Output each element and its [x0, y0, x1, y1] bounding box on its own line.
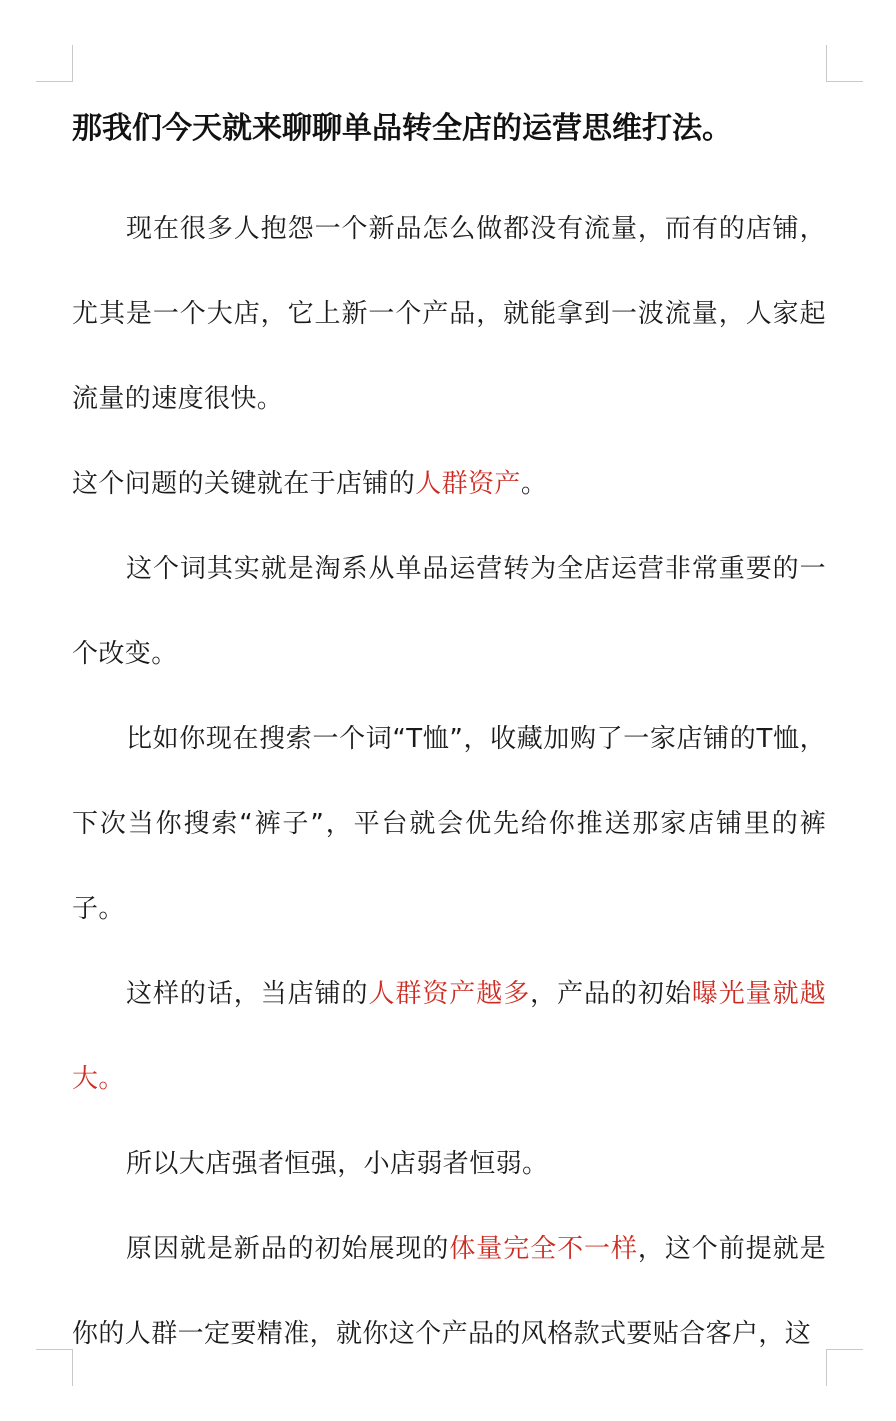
paragraph-4	[72, 697, 826, 952]
paragraph-3	[72, 527, 826, 697]
highlighted-text: 人群资产越多	[368, 979, 531, 1009]
highlighted-text: 曝光量就越大。	[72, 979, 826, 1094]
page-corner-mark-bottom-right	[826, 1349, 863, 1386]
highlighted-text: 人群资产	[415, 469, 521, 499]
text-segment: 所以大店强者恒强，小店弱者恒弱。	[126, 1149, 549, 1179]
text-segment: ，产品的初始	[530, 979, 692, 1009]
document-page	[72, 101, 826, 1377]
page-corner-mark-top-left	[36, 45, 73, 82]
paragraph-1	[72, 187, 826, 442]
text-segment: 。	[520, 469, 548, 499]
paragraph-7	[72, 1207, 826, 1377]
highlighted-text: 体量完全不一样	[449, 1234, 638, 1264]
text-segment: 比如你现在搜索一个词“T恤”，收藏加购了一家店铺的T恤，下次当你搜索“裤子”，平台就会优先给你推送那家店铺里的裤子。	[72, 724, 826, 924]
paragraph-2	[72, 442, 826, 527]
text-segment: 这样的话，当店铺的	[126, 979, 369, 1009]
paragraph-5	[72, 952, 826, 1122]
text-segment: 这个问题的关键就在于店铺的	[72, 469, 416, 499]
text-segment: 原因就是新品的初始展现的	[126, 1234, 450, 1264]
page-corner-mark-top-right	[826, 45, 863, 82]
document-title: 那我们今天就来聊聊单品转全店的运营思维打法。	[72, 111, 732, 146]
text-segment: ，这个前提就是你的人群一定要精准，就你这个产品的风格款式要贴合客户，这	[72, 1234, 826, 1349]
text-segment: 这个词其实就是淘系从单品运营转为全店运营非常重要的一个改变。	[72, 554, 826, 669]
paragraph-6	[72, 1122, 826, 1207]
page-corner-mark-bottom-left	[36, 1349, 73, 1386]
text-segment: 现在很多人抱怨一个新品怎么做都没有流量，而有的店铺，尤其是一个大店，它上新一个产品，就能拿到一波流量，人家起流量的速度很快。	[72, 214, 826, 414]
